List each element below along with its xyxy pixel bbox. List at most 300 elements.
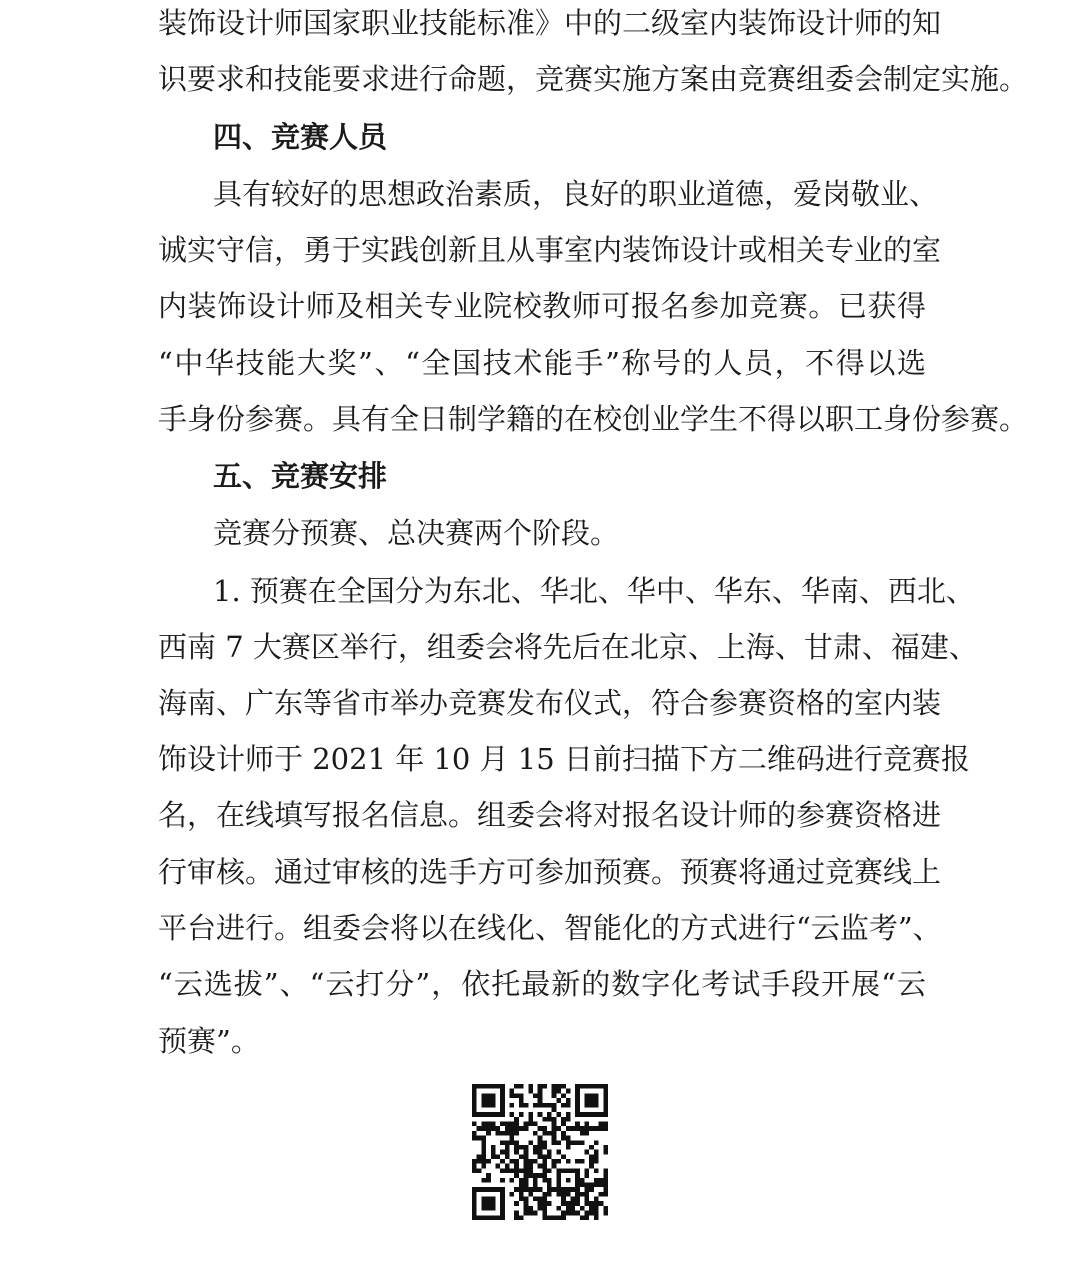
qr-module (603, 1182, 608, 1187)
qr-module (533, 1159, 538, 1164)
qr-module (510, 1122, 515, 1127)
qr-module (528, 1206, 533, 1211)
qr-module (580, 1182, 585, 1187)
qr-module (524, 1201, 529, 1206)
qr-module (585, 1098, 590, 1103)
qr-module (481, 1178, 486, 1183)
qr-module (542, 1140, 547, 1145)
paragraph-line: “云选拔”、“云打分”，依托最新的数字化考试手段开展“云 (158, 967, 926, 1001)
qr-module (575, 1178, 580, 1183)
qr-module (524, 1187, 529, 1192)
qr-module (570, 1197, 575, 1202)
qr-module (547, 1131, 552, 1136)
qr-module (486, 1122, 491, 1127)
qr-module (566, 1126, 571, 1131)
qr-module (472, 1112, 477, 1117)
qr-module (486, 1103, 491, 1108)
qr-module (495, 1154, 500, 1159)
qr-module (486, 1093, 491, 1098)
qr-module (580, 1112, 585, 1117)
qr-module (514, 1187, 519, 1192)
qr-module (500, 1098, 505, 1103)
qr-module (505, 1150, 510, 1155)
qr-module (533, 1187, 538, 1192)
qr-module (580, 1126, 585, 1131)
qr-module (575, 1089, 580, 1094)
qr-module (524, 1206, 529, 1211)
qr-module (547, 1154, 552, 1159)
qr-module (524, 1103, 529, 1108)
qr-module (510, 1089, 515, 1094)
qr-module (552, 1089, 557, 1094)
qr-module (538, 1084, 543, 1089)
qr-module (547, 1192, 552, 1197)
qr-module (505, 1122, 510, 1127)
qr-module (477, 1187, 482, 1192)
qr-module (533, 1182, 538, 1187)
qr-module (500, 1093, 505, 1098)
qr-module (538, 1154, 543, 1159)
qr-module (556, 1215, 561, 1220)
qr-module (566, 1103, 571, 1108)
qr-module (500, 1168, 505, 1173)
qr-module (589, 1159, 594, 1164)
qr-module (481, 1150, 486, 1155)
qr-module (538, 1145, 543, 1150)
qr-module (472, 1136, 477, 1141)
qr-module (505, 1154, 510, 1159)
qr-module (542, 1168, 547, 1173)
qr-module (542, 1126, 547, 1131)
qr-module (552, 1084, 557, 1089)
qr-module (514, 1145, 519, 1150)
qr-module (585, 1112, 590, 1117)
qr-module (500, 1140, 505, 1145)
qr-module (481, 1145, 486, 1150)
qr-module (542, 1206, 547, 1211)
qr-module (514, 1150, 519, 1155)
qr-module (538, 1103, 543, 1108)
qr-module (500, 1211, 505, 1216)
qr-module (594, 1201, 599, 1206)
qr-module (561, 1131, 566, 1136)
qr-module (538, 1150, 543, 1155)
qr-module (556, 1187, 561, 1192)
qr-module (524, 1168, 529, 1173)
qr-module (472, 1187, 477, 1192)
qr-module (566, 1145, 571, 1150)
qr-module (594, 1103, 599, 1108)
qr-module (566, 1187, 571, 1192)
qr-module (472, 1215, 477, 1220)
qr-module (552, 1103, 557, 1108)
qr-module (594, 1084, 599, 1089)
qr-module (472, 1206, 477, 1211)
qr-module (519, 1126, 524, 1131)
qr-module (472, 1131, 477, 1136)
qr-module (566, 1192, 571, 1197)
qr-module (589, 1093, 594, 1098)
qr-module (542, 1192, 547, 1197)
qr-module (500, 1206, 505, 1211)
qr-module (599, 1126, 604, 1131)
qr-module (575, 1197, 580, 1202)
qr-module (491, 1098, 496, 1103)
qr-module (556, 1178, 561, 1183)
qr-module (552, 1215, 557, 1220)
qr-module (552, 1093, 557, 1098)
qr-module (519, 1192, 524, 1197)
qr-module (472, 1192, 477, 1197)
qr-module (472, 1098, 477, 1103)
qr-module (519, 1187, 524, 1192)
qr-module (575, 1192, 580, 1197)
qr-module (585, 1197, 590, 1202)
qr-module (481, 1159, 486, 1164)
qr-module (547, 1117, 552, 1122)
qr-module (538, 1197, 543, 1202)
qr-module (566, 1089, 571, 1094)
qr-module (603, 1178, 608, 1183)
qr-module (552, 1122, 557, 1127)
qr-module (585, 1103, 590, 1108)
qr-module (510, 1136, 515, 1141)
qr-module (585, 1201, 590, 1206)
qr-module (542, 1164, 547, 1169)
qr-module (552, 1140, 557, 1145)
qr-module (556, 1168, 561, 1173)
qr-module (477, 1084, 482, 1089)
qr-module (514, 1173, 519, 1178)
qr-module (519, 1103, 524, 1108)
qr-module (514, 1215, 519, 1220)
qr-module (585, 1122, 590, 1127)
qr-module (566, 1117, 571, 1122)
qr-module (542, 1084, 547, 1089)
qr-module (519, 1178, 524, 1183)
paragraph-line: 西南 7 大赛区举行，组委会将先后在北京、上海、甘肃、福建、 (158, 630, 978, 664)
qr-module (533, 1145, 538, 1150)
qr-module (570, 1201, 575, 1206)
qr-module (561, 1187, 566, 1192)
qr-module (472, 1093, 477, 1098)
qr-module (575, 1093, 580, 1098)
qr-module (486, 1159, 491, 1164)
qr-module (533, 1093, 538, 1098)
qr-module (566, 1140, 571, 1145)
qr-module (580, 1192, 585, 1197)
qr-module (495, 1126, 500, 1131)
qr-module (594, 1206, 599, 1211)
qr-module (528, 1159, 533, 1164)
qr-module (603, 1112, 608, 1117)
paragraph-line: 行审核。通过审核的选手方可参加预赛。预赛将通过竞赛线上 (158, 855, 942, 889)
qr-module (510, 1178, 515, 1183)
qr-module (552, 1136, 557, 1141)
qr-module (495, 1084, 500, 1089)
qr-module (538, 1089, 543, 1094)
qr-module (542, 1117, 547, 1122)
qr-module (589, 1112, 594, 1117)
qr-module (556, 1084, 561, 1089)
qr-module (561, 1201, 566, 1206)
qr-module (594, 1098, 599, 1103)
qr-module (566, 1206, 571, 1211)
qr-module (556, 1098, 561, 1103)
qr-module (491, 1084, 496, 1089)
qr-module (528, 1211, 533, 1216)
qr-module (599, 1178, 604, 1183)
qr-module (594, 1182, 599, 1187)
qr-module (561, 1136, 566, 1141)
qr-module (491, 1126, 496, 1131)
qr-module (514, 1211, 519, 1216)
paragraph-line: 手身份参赛。具有全日制学籍的在校创业学生不得以职工身份参赛。 (158, 402, 1029, 436)
qr-module (477, 1126, 482, 1131)
qr-module (495, 1131, 500, 1136)
qr-module (589, 1182, 594, 1187)
qr-module (486, 1201, 491, 1206)
qr-module (575, 1122, 580, 1127)
qr-module (514, 1164, 519, 1169)
qr-module (491, 1103, 496, 1108)
qr-module (556, 1089, 561, 1094)
qr-module (552, 1107, 557, 1112)
qr-module (589, 1201, 594, 1206)
qr-module (594, 1159, 599, 1164)
qr-module (556, 1126, 561, 1131)
paragraph-line: 饰设计师于 2021 年 10 月 15 日前扫描下方二维码进行竞赛报 (158, 742, 970, 776)
qr-module (505, 1168, 510, 1173)
qr-code-icon[interactable] (472, 1084, 608, 1220)
qr-module (585, 1182, 590, 1187)
qr-module (547, 1215, 552, 1220)
qr-module (491, 1215, 496, 1220)
qr-module (486, 1112, 491, 1117)
qr-module (580, 1159, 585, 1164)
qr-module (561, 1154, 566, 1159)
qr-module (585, 1173, 590, 1178)
qr-module (514, 1117, 519, 1122)
qr-module (575, 1173, 580, 1178)
qr-module (510, 1131, 515, 1136)
qr-module (594, 1112, 599, 1117)
qr-module (585, 1093, 590, 1098)
qr-module (589, 1211, 594, 1216)
qr-module (477, 1154, 482, 1159)
qr-module (524, 1159, 529, 1164)
qr-module (566, 1098, 571, 1103)
qr-module (472, 1107, 477, 1112)
qr-module (585, 1211, 590, 1216)
paragraph-line: 内装饰设计师及相关专业院校教师可报名参加竞赛。已获得 (158, 289, 926, 323)
qr-module (603, 1173, 608, 1178)
qr-module (538, 1173, 543, 1178)
qr-module (594, 1150, 599, 1155)
qr-module (570, 1140, 575, 1145)
qr-module (481, 1197, 486, 1202)
qr-module (514, 1084, 519, 1089)
qr-module (585, 1215, 590, 1220)
qr-module (510, 1140, 515, 1145)
qr-module (514, 1201, 519, 1206)
qr-module (524, 1150, 529, 1155)
qr-module (580, 1215, 585, 1220)
qr-module (481, 1112, 486, 1117)
qr-module (589, 1084, 594, 1089)
qr-module (500, 1084, 505, 1089)
qr-module (528, 1084, 533, 1089)
qr-module (491, 1122, 496, 1127)
qr-module (500, 1131, 505, 1136)
qr-module (510, 1192, 515, 1197)
qr-module (500, 1215, 505, 1220)
qr-module (603, 1168, 608, 1173)
qr-module (477, 1168, 482, 1173)
qr-module (481, 1084, 486, 1089)
qr-module (519, 1154, 524, 1159)
qr-module (547, 1182, 552, 1187)
qr-module (589, 1126, 594, 1131)
qr-module (500, 1187, 505, 1192)
qr-module (566, 1159, 571, 1164)
qr-module (528, 1164, 533, 1169)
qr-module (580, 1140, 585, 1145)
qr-module (561, 1117, 566, 1122)
qr-module (477, 1112, 482, 1117)
qr-module (477, 1136, 482, 1141)
qr-module (524, 1173, 529, 1178)
qr-module (552, 1126, 557, 1131)
qr-module (566, 1112, 571, 1117)
qr-module (594, 1140, 599, 1145)
qr-module (481, 1122, 486, 1127)
qr-module (547, 1168, 552, 1173)
qr-module (528, 1140, 533, 1145)
qr-module (542, 1178, 547, 1183)
qr-module (603, 1187, 608, 1192)
qr-module (603, 1126, 608, 1131)
qr-module (524, 1178, 529, 1183)
qr-module (472, 1089, 477, 1094)
qr-module (514, 1131, 519, 1136)
qr-module (524, 1197, 529, 1202)
paragraph-line: 1. 预赛在全国分为东北、华北、华中、华东、华南、西北、 (213, 574, 975, 608)
qr-module (514, 1159, 519, 1164)
qr-module (556, 1140, 561, 1145)
qr-module (594, 1211, 599, 1216)
qr-module (575, 1201, 580, 1206)
qr-module (603, 1122, 608, 1127)
paragraph-line: 平台进行。组委会将以在线化、智能化的方式进行“云监考”、 (158, 911, 942, 945)
qr-module (585, 1150, 590, 1155)
qr-module (603, 1103, 608, 1108)
qr-module (556, 1112, 561, 1117)
qr-module (533, 1131, 538, 1136)
qr-module (580, 1084, 585, 1089)
qr-module (542, 1131, 547, 1136)
qr-module (500, 1107, 505, 1112)
qr-module (510, 1103, 515, 1108)
qr-module (514, 1093, 519, 1098)
qr-module (538, 1126, 543, 1131)
qr-module (575, 1187, 580, 1192)
qr-module (505, 1131, 510, 1136)
qr-module (519, 1145, 524, 1150)
qr-module (528, 1192, 533, 1197)
qr-module (505, 1164, 510, 1169)
qr-module (556, 1159, 561, 1164)
qr-module (505, 1145, 510, 1150)
qr-module (589, 1154, 594, 1159)
qr-module (510, 1168, 515, 1173)
qr-module (524, 1182, 529, 1187)
qr-module (561, 1211, 566, 1216)
qr-module (556, 1173, 561, 1178)
qr-module (486, 1084, 491, 1089)
qr-module (556, 1150, 561, 1155)
qr-module (547, 1178, 552, 1183)
qr-module (486, 1178, 491, 1183)
qr-module (514, 1168, 519, 1173)
qr-module (486, 1197, 491, 1202)
qr-module (495, 1112, 500, 1117)
qr-module (585, 1126, 590, 1131)
qr-module (603, 1145, 608, 1150)
qr-module (505, 1126, 510, 1131)
qr-module (538, 1201, 543, 1206)
qr-module (486, 1126, 491, 1131)
qr-module (491, 1154, 496, 1159)
qr-module (552, 1159, 557, 1164)
qr-module (570, 1211, 575, 1216)
qr-module (603, 1211, 608, 1216)
qr-module (566, 1168, 571, 1173)
qr-module (552, 1164, 557, 1169)
qr-module (542, 1159, 547, 1164)
qr-module (580, 1206, 585, 1211)
qr-module (594, 1154, 599, 1159)
qr-module (547, 1187, 552, 1192)
qr-module (589, 1145, 594, 1150)
qr-module (514, 1122, 519, 1127)
qr-module (594, 1168, 599, 1173)
qr-module (528, 1122, 533, 1127)
qr-module (594, 1093, 599, 1098)
qr-module (575, 1168, 580, 1173)
qr-module (547, 1103, 552, 1108)
qr-module (599, 1201, 604, 1206)
qr-module (481, 1136, 486, 1141)
qr-module (481, 1098, 486, 1103)
qr-module (533, 1122, 538, 1127)
qr-module (585, 1084, 590, 1089)
qr-module (542, 1154, 547, 1159)
qr-module (594, 1215, 599, 1220)
qr-module (514, 1140, 519, 1145)
qr-module (556, 1206, 561, 1211)
qr-module (580, 1178, 585, 1183)
qr-module (491, 1145, 496, 1150)
qr-module (472, 1122, 477, 1127)
qr-module (514, 1126, 519, 1131)
qr-module (472, 1103, 477, 1108)
qr-module (542, 1103, 547, 1108)
qr-module (603, 1089, 608, 1094)
qr-module (575, 1107, 580, 1112)
qr-module (566, 1178, 571, 1183)
qr-module (491, 1201, 496, 1206)
